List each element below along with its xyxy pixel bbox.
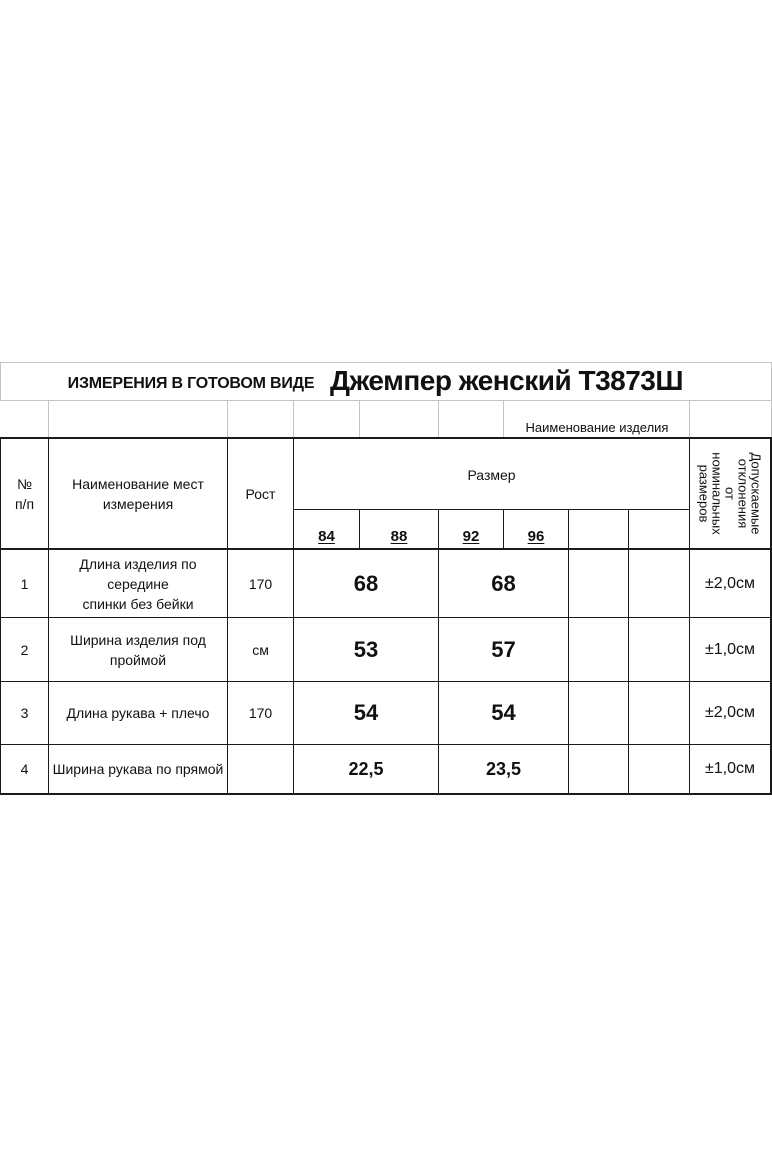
row-tolerance: ±2,0см [704, 704, 756, 721]
row-number: 2 [20, 641, 29, 658]
table-line [293, 509, 689, 510]
row-value: 68 [353, 570, 379, 596]
grid-line [227, 400, 228, 438]
sheet-title: Джемпер женский Т3873Ш [330, 365, 683, 396]
row-measure-name: Ширина изделия под проймой [70, 631, 206, 668]
grid-line [293, 400, 294, 438]
size-label: 92 [462, 528, 480, 545]
col-header-measure-name: Наименование мест измерения [72, 475, 204, 512]
grid-line [48, 400, 49, 438]
table-line [568, 509, 569, 795]
row-height: 170 [248, 575, 273, 592]
row-value: 57 [491, 636, 516, 662]
size-label: 88 [390, 528, 408, 545]
row-height [228, 745, 293, 793]
col-header-number: № п/п [14, 475, 35, 512]
row-number: 3 [20, 705, 29, 721]
col-header-tolerance-text: Допускаемые отклонения от номинальных размеров [696, 452, 764, 535]
row-number: 1 [20, 575, 29, 592]
col-header-height: Рост [245, 485, 276, 502]
grid-line [359, 400, 360, 438]
row-height: см [252, 641, 269, 658]
row-value: 68 [491, 570, 516, 596]
product-name-label: Наименование изделия [525, 420, 669, 435]
grid-line [438, 400, 439, 438]
row-value: 54 [353, 700, 379, 725]
row-measure-name: Длина изделия по середине спинки без бейки [79, 555, 197, 612]
size-label: 84 [318, 528, 335, 545]
row-tolerance: ±1,0см [704, 640, 756, 658]
col-header-tolerance [690, 439, 770, 548]
row-number: 4 [20, 761, 29, 777]
grid-line [0, 362, 1, 400]
row-value: 22,5 [348, 759, 384, 779]
grid-line [503, 400, 504, 438]
row-value: 23,5 [485, 759, 522, 779]
row-measure-name: Длина рукава + плечо [66, 705, 210, 721]
grid-line [0, 400, 772, 401]
table-border-bottom [0, 793, 772, 795]
col-header-size: Размер [467, 467, 516, 483]
sheet-subtitle: ИЗМЕРЕНИЯ В ГОТОВОМ ВИДЕ [67, 375, 315, 392]
row-value: 53 [353, 636, 379, 662]
row-measure-name: Ширина рукава по прямой [52, 761, 224, 777]
grid-line [689, 400, 690, 438]
row-tolerance: ±2,0см [704, 574, 756, 592]
table-line [628, 509, 629, 795]
grid-line [0, 362, 772, 363]
size-label: 96 [527, 528, 545, 545]
row-height: 170 [248, 705, 273, 721]
row-tolerance: ±1,0см [704, 760, 756, 777]
row-value: 54 [491, 700, 516, 725]
